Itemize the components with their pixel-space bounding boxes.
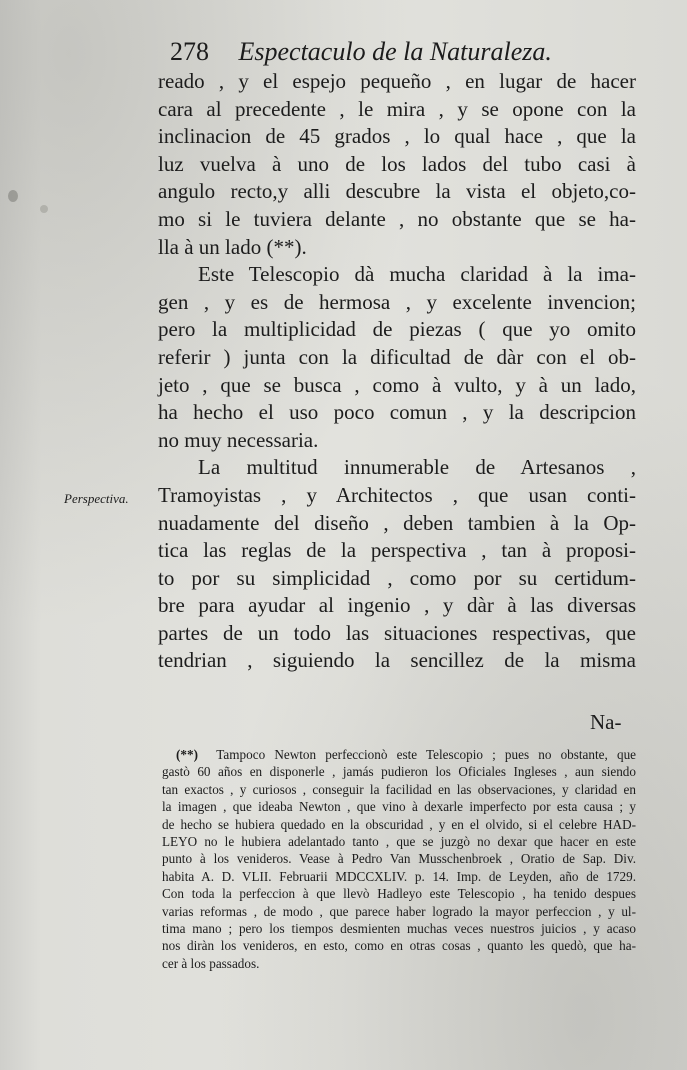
footnote-text: Tampoco Newton perfeccionò este Telescopio ; pues no obstante, que (216, 747, 637, 762)
text-line: no muy necessaria. (158, 427, 319, 452)
text-line: ha hecho el uso poco comun , y la descripcion (158, 400, 636, 425)
marginal-note: Perspectiva. (64, 491, 129, 506)
footnote-line: habita A. D. VLII. Februarii MDCCXLIV. p. 14. Imp. de Leyden, año de 1729. (162, 868, 636, 884)
footnote-line: cer à los passados. (162, 955, 260, 971)
footnote-line: gastò 60 años en disponerle , jamás pudieron los Oficiales Ingleses , aun siendo (162, 764, 636, 780)
text-line: referir ) junta con la dificultad de dàr con el ob- (158, 344, 636, 369)
text-line: inclinacion de 45 grados , lo qual hace , que la (158, 124, 636, 149)
running-header (170, 36, 640, 68)
text-line: jeto , que se busca , como à vulto, y à un lado, (158, 372, 636, 397)
text-line: tendrian , siguiendo la sencillez de la misma (158, 648, 636, 673)
main-text (158, 68, 636, 675)
footnote-marker: (**) (176, 747, 198, 762)
footnote-line: tima mano ; pero los tiempos desmienten muchas veces nuestros juicios , y acaso (162, 920, 636, 936)
text-line: lla à un lado (**). (158, 234, 307, 259)
footnote-line (162, 746, 636, 763)
text-line: luz vuelva à uno de los lados del tubo casi à (158, 151, 636, 176)
ink-stain (40, 205, 48, 213)
text-line: cara al precedente , le mira , y se opone con la (158, 96, 636, 121)
text-line: to por su simplicidad , como por su certidum- (158, 565, 636, 590)
running-title: Espectaculo de la Naturaleza. (238, 37, 552, 66)
footnote-line: de hecho se hubiera quedado en la obscuridad , y en el olvido, si el celebre HAD- (162, 816, 636, 832)
footnote (162, 746, 636, 972)
footnote-line: nos diràn los venideros, en esto, como en otras cosas , quanto les quedò, que ha- (162, 938, 636, 954)
ink-stain (8, 190, 18, 202)
text-line: Este Telescopio dà mucha claridad à la ima- (198, 262, 636, 287)
footnote-line: Con toda la perfeccion à que llevò Hadleyo este Telescopio , ha tenido despues (162, 886, 636, 902)
text-line: pero la multiplicidad de piezas ( que yo omito (158, 317, 636, 342)
footnote-line: punto à los venideros. Vease à Pedro Van Musschenbroek , Oratio de Sap. Div. (162, 851, 636, 867)
text-line: nuadamente del diseño , deben tambien à la Op- (158, 510, 636, 535)
text-line: La multitud innumerable de Artesanos , (198, 455, 636, 480)
footnote-line: tan exactos , y curiosos , conseguir la facilidad en las observaciones, y claridad en (162, 781, 636, 797)
footnote-line: varias reformas , de modo , que parece haber logrado la mayor perfeccion , y ul- (162, 903, 636, 919)
text-line: reado , y el espejo pequeño , en lugar de hacer (158, 69, 636, 93)
text-line: Tramoyistas , y Architectos , que usan conti- (158, 482, 636, 507)
page-number: 278 (170, 37, 209, 66)
text-line: partes de un todo las situaciones respectivas, que (158, 620, 636, 645)
text-line: angulo recto,y alli descubre la vista el objeto,co- (158, 179, 636, 204)
catchword: Na- (590, 710, 622, 734)
text-line: gen , y es de hermosa , y excelente invencion; (158, 289, 636, 314)
text-line: mo si le tuviera delante , no obstante que se ha- (158, 206, 636, 231)
footnote-line: LEYO no le hubiera adelantado tanto , que se juzgò no dexar que hacer en este (162, 833, 636, 849)
footnote-line: la imagen , que ideaba Newton , que vino à dexarle imperfecto por esta causa ; y (162, 799, 636, 815)
text-line: tica las reglas de la perspectiva , tan à proposi- (158, 538, 636, 563)
text-line: bre para ayudar al ingenio , y dàr à las diversas (158, 593, 636, 618)
